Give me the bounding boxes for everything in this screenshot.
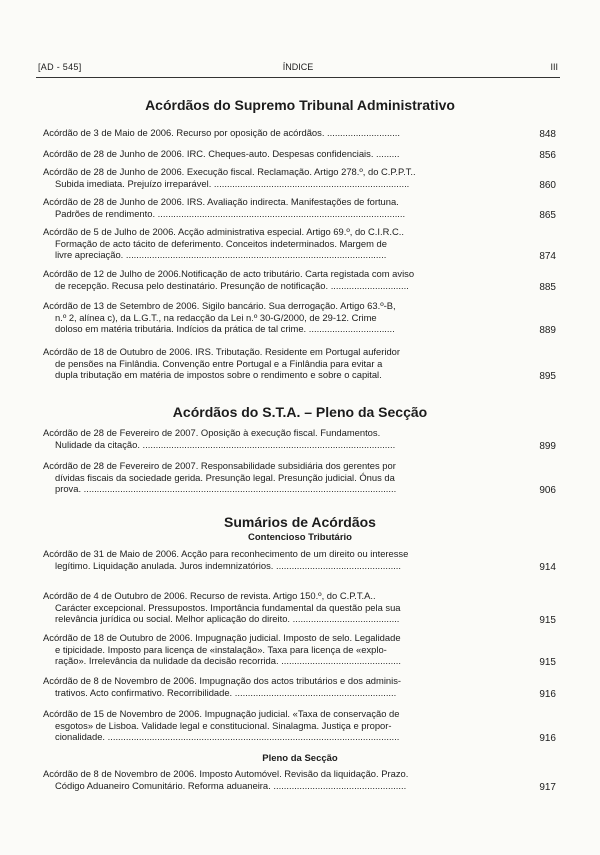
index-entry-line: e tipicidade. Imposto para licença de «instalação». Taxa para licença de «explo- xyxy=(55,643,387,655)
index-page-number: 860 xyxy=(539,179,556,191)
index-page-number: 915 xyxy=(539,657,556,669)
index-entry xyxy=(43,346,506,381)
index-page-number: 848 xyxy=(539,129,556,140)
index-page-number: 916 xyxy=(539,688,556,700)
index-entry xyxy=(43,460,506,495)
index-entry-line: Padrões de rendimento. ............................................................................................... xyxy=(55,207,406,219)
index-entry-line: Acórdão de 28 de Junho de 2006. IRS. Avaliação indirecta. Manifestações de fortuna. xyxy=(43,196,399,207)
index-page-number: 865 xyxy=(539,209,556,221)
journal-reference: [AD - 545] xyxy=(38,62,82,72)
index-entry xyxy=(43,196,506,219)
index-entry-line: doloso em matéria tributária. Indícios da prática de tal crime. ................................. xyxy=(55,323,395,335)
index-entry xyxy=(43,127,506,139)
index-entry xyxy=(43,226,506,261)
index-entry-line: relevância jurídica ou social. Melhor aplicação do direito. ......................................... xyxy=(55,613,400,625)
index-entry-line: esgotos» de Lisboa. Validade legal e constitucional. Sinalagma. Justiça e propor- xyxy=(55,719,392,731)
index-page-number: 914 xyxy=(539,561,556,573)
index-entry-line: dupla tributação em matéria de impostos sobre o rendimento e sobre o capital. xyxy=(55,369,382,381)
index-entry xyxy=(43,148,506,160)
index-entry-line: Acórdão de 18 de Outubro de 2006. IRS. Tributação. Residente em Portugal auferidor xyxy=(43,346,400,357)
index-entry-line: n.º 2, alínea c), da L.G.T., na redacção da Lei n.º 30-G/2000, de 29-12. Crime xyxy=(55,311,377,323)
index-page-number: 874 xyxy=(539,251,556,263)
index-entry-line: livre apreciação. .................................................................................................... xyxy=(55,249,387,261)
index-entry xyxy=(43,548,506,571)
index-page-number: 885 xyxy=(539,281,556,293)
index-entry-line: Acórdão de 13 de Setembro de 2006. Sigilo bancário. Sua derrogação. Artigo 63.º-B, xyxy=(43,300,396,311)
header-rule xyxy=(36,77,560,78)
index-page-number: 895 xyxy=(539,371,556,383)
index-entry-line: trativos. Acto confirmativo. Recorribilidade. .............................................................. xyxy=(55,686,397,698)
header-title: ÍNDICE xyxy=(282,62,314,72)
index-page-number: 856 xyxy=(539,150,556,161)
index-page-number: 889 xyxy=(539,325,556,337)
subsection-pleno: Pleno da Secção xyxy=(262,753,338,764)
index-entry xyxy=(43,768,506,791)
index-entry-line: Acórdão de 28 de Junho de 2006. IRC. Cheques-auto. Despesas confidenciais. ......... xyxy=(43,148,400,159)
index-entry-line: ração». Irrelevância da nulidade da decisão recorrida. .............................................. xyxy=(55,655,401,667)
section-title-sumarios: Sumários de Acórdãos xyxy=(224,514,376,530)
index-entry xyxy=(43,632,506,667)
index-entry-line: Código Aduaneiro Comunitário. Reforma aduaneira. ................................................... xyxy=(55,779,407,791)
index-entry xyxy=(43,166,506,189)
index-entry-line: Acórdão de 8 de Novembro de 2006. Impugnação dos actos tributários e dos adminis- xyxy=(43,675,402,686)
index-entry-line: Formação de acto tácito de deferimento. Conceitos indeterminados. Margem de xyxy=(55,237,387,249)
index-entry-line: Acórdão de 18 de Outubro de 2006. Impugnação judicial. Imposto de selo. Legalidade xyxy=(43,632,401,643)
index-entry-line: prova. ........................................................................................................................ xyxy=(55,483,397,495)
index-entry-line: Nulidade da citação. ................................................................................................. xyxy=(55,438,396,450)
index-entry-line: Acórdão de 8 de Novembro de 2006. Imposto Automóvel. Revisão da liquidação. Prazo. xyxy=(43,768,409,779)
index-entry-line: Acórdão de 5 de Julho de 2006. Acção administrativa especial. Artigo 69.º, do C.I.R.C.. xyxy=(43,226,404,237)
index-entry-line: Subida imediata. Prejuízo irreparável. ........................................................................... xyxy=(55,177,410,189)
index-entry-line: Acórdão de 12 de Julho de 2006.Notificação de acto tributário. Carta registada com aviso xyxy=(43,268,415,279)
index-entry xyxy=(43,708,506,743)
index-page-number: 916 xyxy=(539,733,556,745)
index-entry-line: de recepção. Recusa pelo destinatário. Presunção de notificação. .............................. xyxy=(55,279,409,291)
index-entry-line: Acórdão de 4 de Outubro de 2006. Recurso de revista. Artigo 150.º, do C.P.T.A.. xyxy=(43,590,376,601)
index-entry-line: Acórdão de 31 de Maio de 2006. Acção para reconhecimento de um direito ou interesse xyxy=(43,548,409,559)
index-entry-line: de pensões na Finlândia. Convenção entre Portugal e a Finlândia para evitar a xyxy=(55,357,383,369)
index-entry xyxy=(43,268,506,291)
index-entry xyxy=(43,300,506,335)
index-entry-line: Acórdão de 15 de Novembro de 2006. Impugnação judicial. «Taxa de conservação de xyxy=(43,708,400,719)
page-number-roman: III xyxy=(550,62,558,72)
index-entry-line: legítimo. Liquidação anulada. Juros indemnizatórios. ................................................ xyxy=(55,559,401,571)
index-entry-line: Carácter excepcional. Pressupostos. Importância fundamental da questão pela sua xyxy=(55,601,401,613)
index-entry-line: dívidas fiscais da sociedade gerida. Presunção legal. Presunção judicial. Ónus da xyxy=(55,471,395,483)
index-entry xyxy=(43,427,506,450)
section-title-supremo: Acórdãos do Supremo Tribunal Administrativo xyxy=(145,97,455,113)
index-page-number: 915 xyxy=(539,615,556,627)
index-entry-line: Acórdão de 28 de Junho de 2006. Execução fiscal. Reclamação. Artigo 278.º, do C.P.P.T.. xyxy=(43,166,416,177)
index-entry xyxy=(43,590,506,625)
index-page-number: 917 xyxy=(539,781,556,793)
index-entry-line: cionalidade. ................................................................................................................ xyxy=(55,731,400,743)
section-title-pleno: Acórdãos do S.T.A. – Pleno da Secção xyxy=(172,404,428,420)
index-page-number: 906 xyxy=(539,485,556,497)
index-entry xyxy=(43,675,506,698)
index-page-number: 899 xyxy=(539,440,556,452)
index-entry-line: Acórdão de 28 de Fevereiro de 2007. Responsabilidade subsidiária dos gerentes por xyxy=(43,460,396,471)
index-entry-line: Acórdão de 3 de Maio de 2006. Recurso por oposição de acórdãos. ............................ xyxy=(43,127,400,138)
subsection-contencioso: Contencioso Tributário xyxy=(248,532,352,543)
index-entry-line: Acórdão de 28 de Fevereiro de 2007. Oposição à execução fiscal. Fundamentos. xyxy=(43,427,381,438)
page-header xyxy=(38,62,558,76)
